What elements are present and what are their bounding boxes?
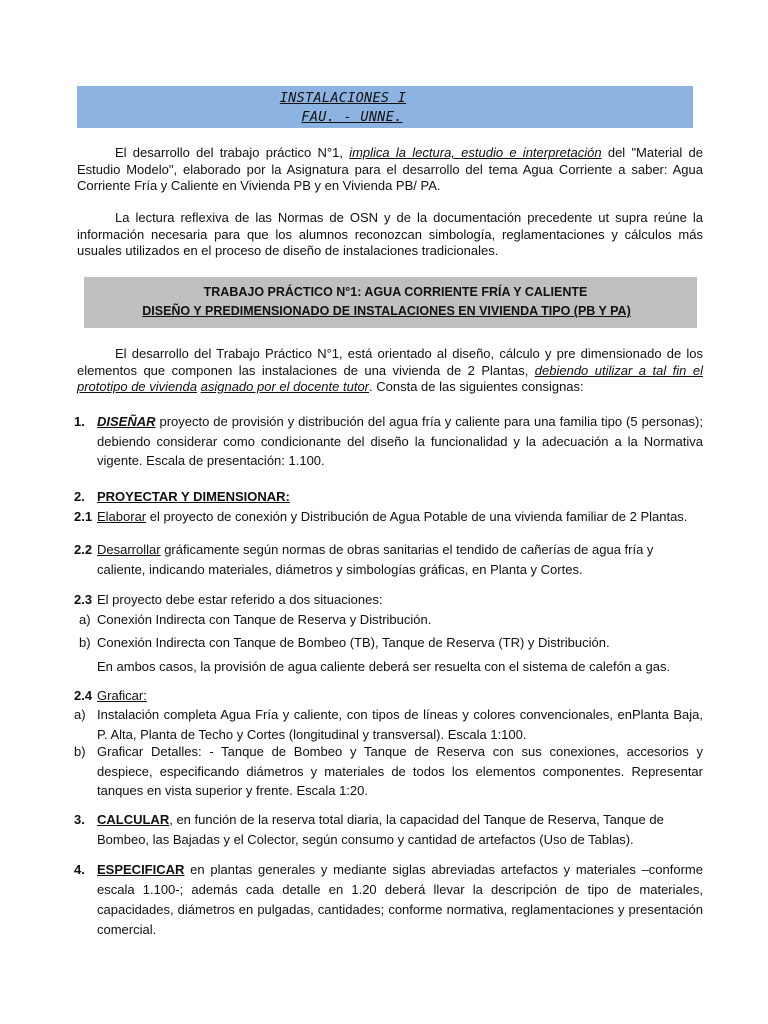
item-2-3-a-text: Conexión Indirecta con Tanque de Reserva y Distribución. xyxy=(97,612,432,627)
item-3-text xyxy=(97,810,703,850)
item-4-text xyxy=(97,860,703,940)
item-2-3-b-text: Conexión Indirecta con Tanque de Bombeo (TB), Tanque de Reserva (TR) y Distribución. xyxy=(97,635,610,650)
item-2-4-title: Graficar: xyxy=(97,688,147,703)
item-3-number: 3. xyxy=(74,812,85,827)
item-3-body: , en función de la reserva total diaria, la capacidad del Tanque de Reserva, Tanque de Bombeo, las Bajadas y el Colector, según consumo y cantidad de artefactos (Uso de Tablas). xyxy=(97,812,664,847)
item-3-keyword: CALCULAR xyxy=(97,812,170,827)
tp-intro-text-e: . Consta de las siguientes consignas: xyxy=(369,379,584,394)
intro-p1-emphasis: implica la lectura, estudio e interpretación xyxy=(349,145,602,160)
item-4-body: en plantas generales y mediante siglas abreviadas artefactos y materiales –conforme escala 1.100-; además cada detalle en 1.20 deberá llevar la descripción de tipo de materiales, capacidades, diámetros en pulgadas, cantidades; conforme normativa, reglamentaciones y presentación comercial. xyxy=(97,862,703,937)
tp-subtitle: DISEÑO Y PREDIMENSIONADO DE INSTALACIONES EN VIVIENDA TIPO (PB Y PA) xyxy=(142,304,631,318)
item-2-3-a-letter: a) xyxy=(79,612,91,627)
item-1-body: proyecto de provisión y distribución del agua fría y caliente para una familia tipo (5 personas); debiendo considerar como condicionante del diseño la funcionalidad y la adecuación a la Normativa vigente. Escala de presentación: 1.100. xyxy=(97,414,703,468)
item-2-2-number: 2.2 xyxy=(74,542,93,557)
item-1-number: 1. xyxy=(74,414,85,429)
item-2-4-a-text: Instalación completa Agua Fría y caliente, con tipos de líneas y colores convencionales, enPlanta Baja, P. Alta, Planta de Techo y Cortes (longitudinal y transversal). Escala 1:100. xyxy=(97,707,703,742)
intro-p1-text-a: El desarrollo del trabajo práctico N°1, xyxy=(115,145,350,160)
item-2-2-text xyxy=(97,540,703,580)
item-1-keyword: DISEÑAR xyxy=(97,414,156,429)
item-2-4-number: 2.4 xyxy=(74,688,93,703)
item-2-3-note: En ambos casos, la provisión de agua caliente deberá ser resuelta con el sistema de calefón a gas. xyxy=(97,659,671,674)
item-2-2-body: gráficamente según normas de obras sanitarias el tendido de cañerías de agua fría y caliente, indicando materiales, diámetros y simbologías gráficas, en Planta y Cortes. xyxy=(97,542,654,577)
course-header-box xyxy=(77,86,693,128)
item-2-1-keyword: Elaborar xyxy=(97,509,147,524)
item-1-text xyxy=(97,412,703,471)
item-2-title: PROYECTAR Y DIMENSIONAR: xyxy=(97,489,290,504)
item-2-1-body: el proyecto de conexión y Distribución de Agua Potable de una vivienda familiar de 2 Plantas. xyxy=(146,509,688,524)
intro-p1-text-c: del "Material de Estudio Modelo", elaborado por la Asignatura para el desarrollo del tema Agua Corriente a saber: Agua Corriente Fría y Caliente en Vivienda PB y en Vivienda PB/ PA. xyxy=(77,145,704,193)
item-2-3-text: El proyecto debe estar referido a dos situaciones: xyxy=(97,592,383,607)
tp-intro-emphasis-2: asignado por el docente tutor xyxy=(200,379,370,394)
item-4-number: 4. xyxy=(74,862,85,877)
item-2-3-b-letter: b) xyxy=(79,635,91,650)
tp-title: TRABAJO PRÁCTICO N°1: AGUA CORRIENTE FRÍA Y CALIENTE xyxy=(203,285,588,299)
tp-intro-paragraph xyxy=(77,346,703,396)
tp-intro-text-a: El desarrollo del Trabajo Práctico N°1, está orientado al diseño, cálculo y pre dimensionado de los elementos que componen las instalaciones de una vivienda de 2 Plantas, xyxy=(77,346,703,378)
faculty-title: FAU. - UNNE. xyxy=(301,109,403,125)
item-4-keyword: ESPECIFICAR xyxy=(97,862,185,877)
item-2-4-a-letter: a) xyxy=(74,707,86,722)
intro-paragraph-2: La lectura reflexiva de las Normas de OSN y de la documentación precedente ut supra reúne la información necesaria para que los alumnos reconozcan simbología, reglamentaciones y cálculos más usuales utilizados en el proceso de diseño de instalaciones tradicionales. xyxy=(77,210,703,258)
item-2-number: 2. xyxy=(74,489,85,504)
item-2-1-text xyxy=(97,509,703,525)
item-2-4-b-text: Graficar Detalles: - Tanque de Bombeo y Tanque de Reserva con sus conexiones, accesorios y despiece, especificando diámetros y materiales de todos los elementos componentes. Representar tanques en vista superior y frente. Escala 1:20. xyxy=(97,744,703,798)
item-2-2-keyword: Desarrollar xyxy=(97,542,161,557)
item-2-1-number: 2.1 xyxy=(74,509,93,524)
tp-header-box xyxy=(84,277,697,328)
item-2-3-number: 2.3 xyxy=(74,592,93,607)
intro-paragraph-1 xyxy=(77,145,703,195)
course-title: INSTALACIONES I xyxy=(279,90,407,106)
tp-intro-emphasis-1: debiendo utilizar a tal fin el prototipo de vivienda xyxy=(77,362,703,394)
item-2-4-b-letter: b) xyxy=(74,744,86,759)
